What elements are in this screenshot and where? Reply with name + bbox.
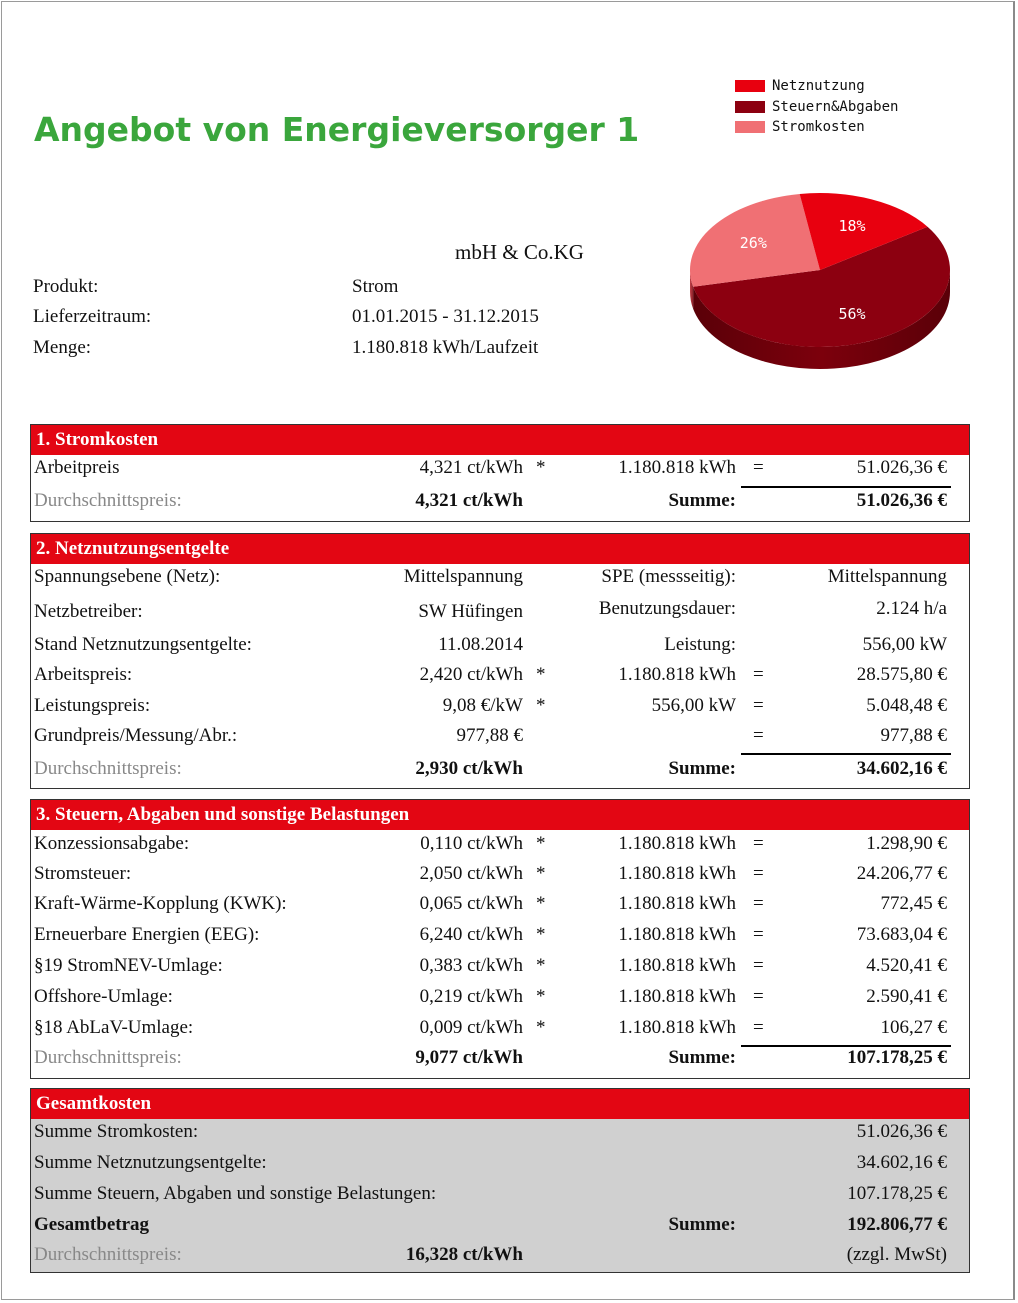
section-steuern xyxy=(30,799,970,1079)
summary-row xyxy=(31,490,969,520)
section-netznutzung xyxy=(30,533,970,789)
legend-swatch xyxy=(735,121,765,133)
row-amount: 106,27 € xyxy=(880,1017,947,1038)
row-amount: 34.602,16 € xyxy=(856,1152,947,1173)
row-multiply: * xyxy=(536,695,546,716)
row-value: Mittelspannung xyxy=(403,566,523,587)
row-rate: 0,383 ct/kWh xyxy=(419,955,523,976)
legend-item-steuern xyxy=(735,97,898,118)
row-amount: 107.178,25 € xyxy=(847,1183,947,1204)
sum-label: Summe: xyxy=(668,490,736,511)
row-value-2: Mittelspannung xyxy=(827,566,947,587)
table-row xyxy=(31,695,969,725)
section-header: Gesamtkosten xyxy=(31,1089,969,1119)
table-row xyxy=(31,598,969,634)
info-value-produkt: Strom xyxy=(352,276,399,297)
row-quantity: 1.180.818 kWh xyxy=(618,863,736,884)
row-label: Summe Netznutzungsentgelte: xyxy=(34,1152,267,1173)
row-value-2: 2.124 h/a xyxy=(876,598,947,619)
row-rate: 6,240 ct/kWh xyxy=(419,924,523,945)
row-rate: 0,065 ct/kWh xyxy=(419,893,523,914)
row-amount: 28.575,80 € xyxy=(856,664,947,685)
row-multiply: * xyxy=(536,986,546,1007)
avg-value: 4,321 ct/kWh xyxy=(415,490,523,511)
row-quantity: 1.180.818 kWh xyxy=(618,986,736,1007)
sum-label: Summe: xyxy=(668,1214,736,1235)
row-equals: = xyxy=(753,725,764,746)
table-row xyxy=(31,893,969,924)
info-value-menge: 1.180.818 kWh/Laufzeit xyxy=(352,337,539,358)
info-label-menge: Menge: xyxy=(33,337,92,358)
avg-label: Durchschnittspreis: xyxy=(34,1244,182,1265)
row-label-2: SPE (messseitig): xyxy=(601,566,736,587)
row-equals: = xyxy=(753,457,764,478)
sum-value: 107.178,25 € xyxy=(847,1047,947,1068)
info-label-lieferzeitraum: Lieferzeitraum: xyxy=(33,306,152,327)
avg-value: 9,077 ct/kWh xyxy=(415,1047,523,1068)
section-header: 3. Steuern, Abgaben und sonstige Belastungen xyxy=(31,800,969,830)
row-label: §19 StromNEV-Umlage: xyxy=(34,955,223,976)
table-row xyxy=(31,1183,969,1214)
company-name: mbH & Co.KG xyxy=(455,240,584,264)
table-row xyxy=(31,924,969,955)
row-amount: 4.520,41 € xyxy=(866,955,947,976)
avg-label: Durchschnittspreis: xyxy=(34,1047,182,1068)
row-label: Grundpreis/Messung/Abr.: xyxy=(34,725,238,746)
row-rate: 0,009 ct/kWh xyxy=(419,1017,523,1038)
legend-label: Netznutzung xyxy=(772,78,865,95)
row-label: Konzessionsabgabe: xyxy=(34,833,190,854)
row-label: Summe Stromkosten: xyxy=(34,1121,199,1142)
legend-label: Stromkosten xyxy=(772,119,865,136)
row-equals: = xyxy=(753,955,764,976)
section-stromkosten xyxy=(30,424,970,522)
row-equals: = xyxy=(753,986,764,1007)
row-multiply: * xyxy=(536,924,546,945)
section-rows xyxy=(31,830,969,1045)
row-amount: 772,45 € xyxy=(880,893,947,914)
row-rate: 4,321 ct/kWh xyxy=(419,457,523,478)
row-quantity: 1.180.818 kWh xyxy=(618,924,736,945)
sum-label: Summe: xyxy=(668,1047,736,1068)
table-row xyxy=(31,955,969,986)
row-amount: 73.683,04 € xyxy=(856,924,947,945)
sum-value: 34.602,16 € xyxy=(856,758,947,779)
row-multiply: * xyxy=(536,893,546,914)
grand-total-label: Gesamtbetrag xyxy=(34,1214,150,1235)
row-amount: 2.590,41 € xyxy=(866,986,947,1007)
info-value-lieferzeitraum: 01.01.2015 - 31.12.2015 xyxy=(352,306,539,327)
summary-row xyxy=(31,1244,969,1274)
row-quantity: 1.180.818 kWh xyxy=(618,1017,736,1038)
row-label: Kraft-Wärme-Kopplung (KWK): xyxy=(34,893,287,914)
row-label: Netzbetreiber: xyxy=(34,601,143,622)
page-title: Angebot von Energieversorger 1 xyxy=(34,110,640,149)
row-label: Stand Netznutzungsentgelte: xyxy=(34,634,252,655)
table-row xyxy=(31,664,969,695)
row-equals: = xyxy=(753,1017,764,1038)
row-quantity: 556,00 kW xyxy=(651,695,736,716)
row-label: Spannungsebene (Netz): xyxy=(34,566,221,587)
row-multiply: * xyxy=(536,833,546,854)
legend-swatch xyxy=(735,80,765,92)
row-rate: 0,219 ct/kWh xyxy=(419,986,523,1007)
avg-label: Durchschnittspreis: xyxy=(34,758,182,779)
row-equals: = xyxy=(753,695,764,716)
row-label: Erneuerbare Energien (EEG): xyxy=(34,924,260,945)
info-label-produkt: Produkt: xyxy=(33,276,99,297)
row-value: 11.08.2014 xyxy=(438,634,523,655)
avg-value: 16,328 ct/kWh xyxy=(405,1244,523,1265)
section-gesamtkosten xyxy=(30,1088,970,1273)
row-label: Stromsteuer: xyxy=(34,863,132,884)
row-multiply: * xyxy=(536,457,546,478)
legend-label: Steuern&Abgaben xyxy=(772,98,899,115)
pie-data-label: 18% xyxy=(838,217,866,236)
row-label: §18 AbLaV-Umlage: xyxy=(34,1017,194,1038)
row-amount: 977,88 € xyxy=(880,725,947,746)
pie-data-label: 26% xyxy=(739,234,767,253)
row-label: Offshore-Umlage: xyxy=(34,986,173,1007)
sum-label: Summe: xyxy=(668,758,736,779)
row-equals: = xyxy=(753,893,764,914)
row-multiply: * xyxy=(536,863,546,884)
row-quantity: 1.180.818 kWh xyxy=(618,664,736,685)
table-row xyxy=(31,1152,969,1183)
chart-legend xyxy=(735,76,898,138)
row-rate: 977,88 € xyxy=(456,725,523,746)
row-label: Summe Steuern, Abgaben und sonstige Belastungen: xyxy=(34,1183,437,1204)
table-row xyxy=(31,986,969,1017)
row-rate: 2,050 ct/kWh xyxy=(419,863,523,884)
row-rate: 9,08 €/kW xyxy=(442,695,523,716)
row-amount: 51.026,36 € xyxy=(856,1121,947,1142)
row-amount: 1.298,90 € xyxy=(866,833,947,854)
row-label: Leistungspreis: xyxy=(34,695,151,716)
row-multiply: * xyxy=(536,1017,546,1038)
row-rate: 0,110 ct/kWh xyxy=(420,833,523,854)
summary-row xyxy=(31,758,969,788)
row-label: Arbeitpreis xyxy=(34,457,120,478)
row-value: SW Hüfingen xyxy=(418,601,523,622)
row-amount: 5.048,48 € xyxy=(866,695,947,716)
avg-label: Durchschnittspreis: xyxy=(34,490,182,511)
table-row xyxy=(31,457,969,489)
pie-chart xyxy=(685,180,955,375)
grand-total-row xyxy=(31,1214,969,1244)
row-equals: = xyxy=(753,833,764,854)
summary-row xyxy=(31,1047,969,1077)
section-header: 1. Stromkosten xyxy=(31,425,969,455)
table-row xyxy=(31,1017,969,1048)
row-multiply: * xyxy=(536,955,546,976)
legend-swatch xyxy=(735,101,765,113)
totals-body xyxy=(31,1119,969,1272)
section-header: 2. Netznutzungsentgelte xyxy=(31,534,969,564)
sum-line xyxy=(741,486,951,488)
grand-total-value: 192.806,77 € xyxy=(847,1214,947,1235)
legend-item-stromkosten xyxy=(735,117,898,138)
table-row xyxy=(31,833,969,863)
row-rate: 2,420 ct/kWh xyxy=(419,664,523,685)
row-quantity: 1.180.818 kWh xyxy=(618,893,736,914)
row-label: Arbeitspreis: xyxy=(34,664,133,685)
sum-value: 51.026,36 € xyxy=(856,490,947,511)
row-equals: = xyxy=(753,924,764,945)
table-row xyxy=(31,634,969,664)
pie-data-label: 56% xyxy=(838,304,866,323)
table-row xyxy=(31,1121,969,1152)
row-amount: 24.206,77 € xyxy=(856,863,947,884)
table-row xyxy=(31,566,969,598)
row-label-2: Benutzungsdauer: xyxy=(598,598,736,619)
row-multiply: * xyxy=(536,664,546,685)
avg-value: 2,930 ct/kWh xyxy=(415,758,523,779)
row-amount: 51.026,36 € xyxy=(856,457,947,478)
vat-note: (zzgl. MwSt) xyxy=(846,1244,947,1265)
table-row xyxy=(31,863,969,893)
row-label-2: Leistung: xyxy=(664,634,736,655)
row-quantity: 1.180.818 kWh xyxy=(618,457,736,478)
legend-item-netznutzung xyxy=(735,76,898,97)
row-value-2: 556,00 kW xyxy=(862,634,947,655)
row-equals: = xyxy=(753,863,764,884)
row-equals: = xyxy=(753,664,764,685)
sum-line xyxy=(741,753,951,755)
row-quantity: 1.180.818 kWh xyxy=(618,955,736,976)
row-quantity: 1.180.818 kWh xyxy=(618,833,736,854)
